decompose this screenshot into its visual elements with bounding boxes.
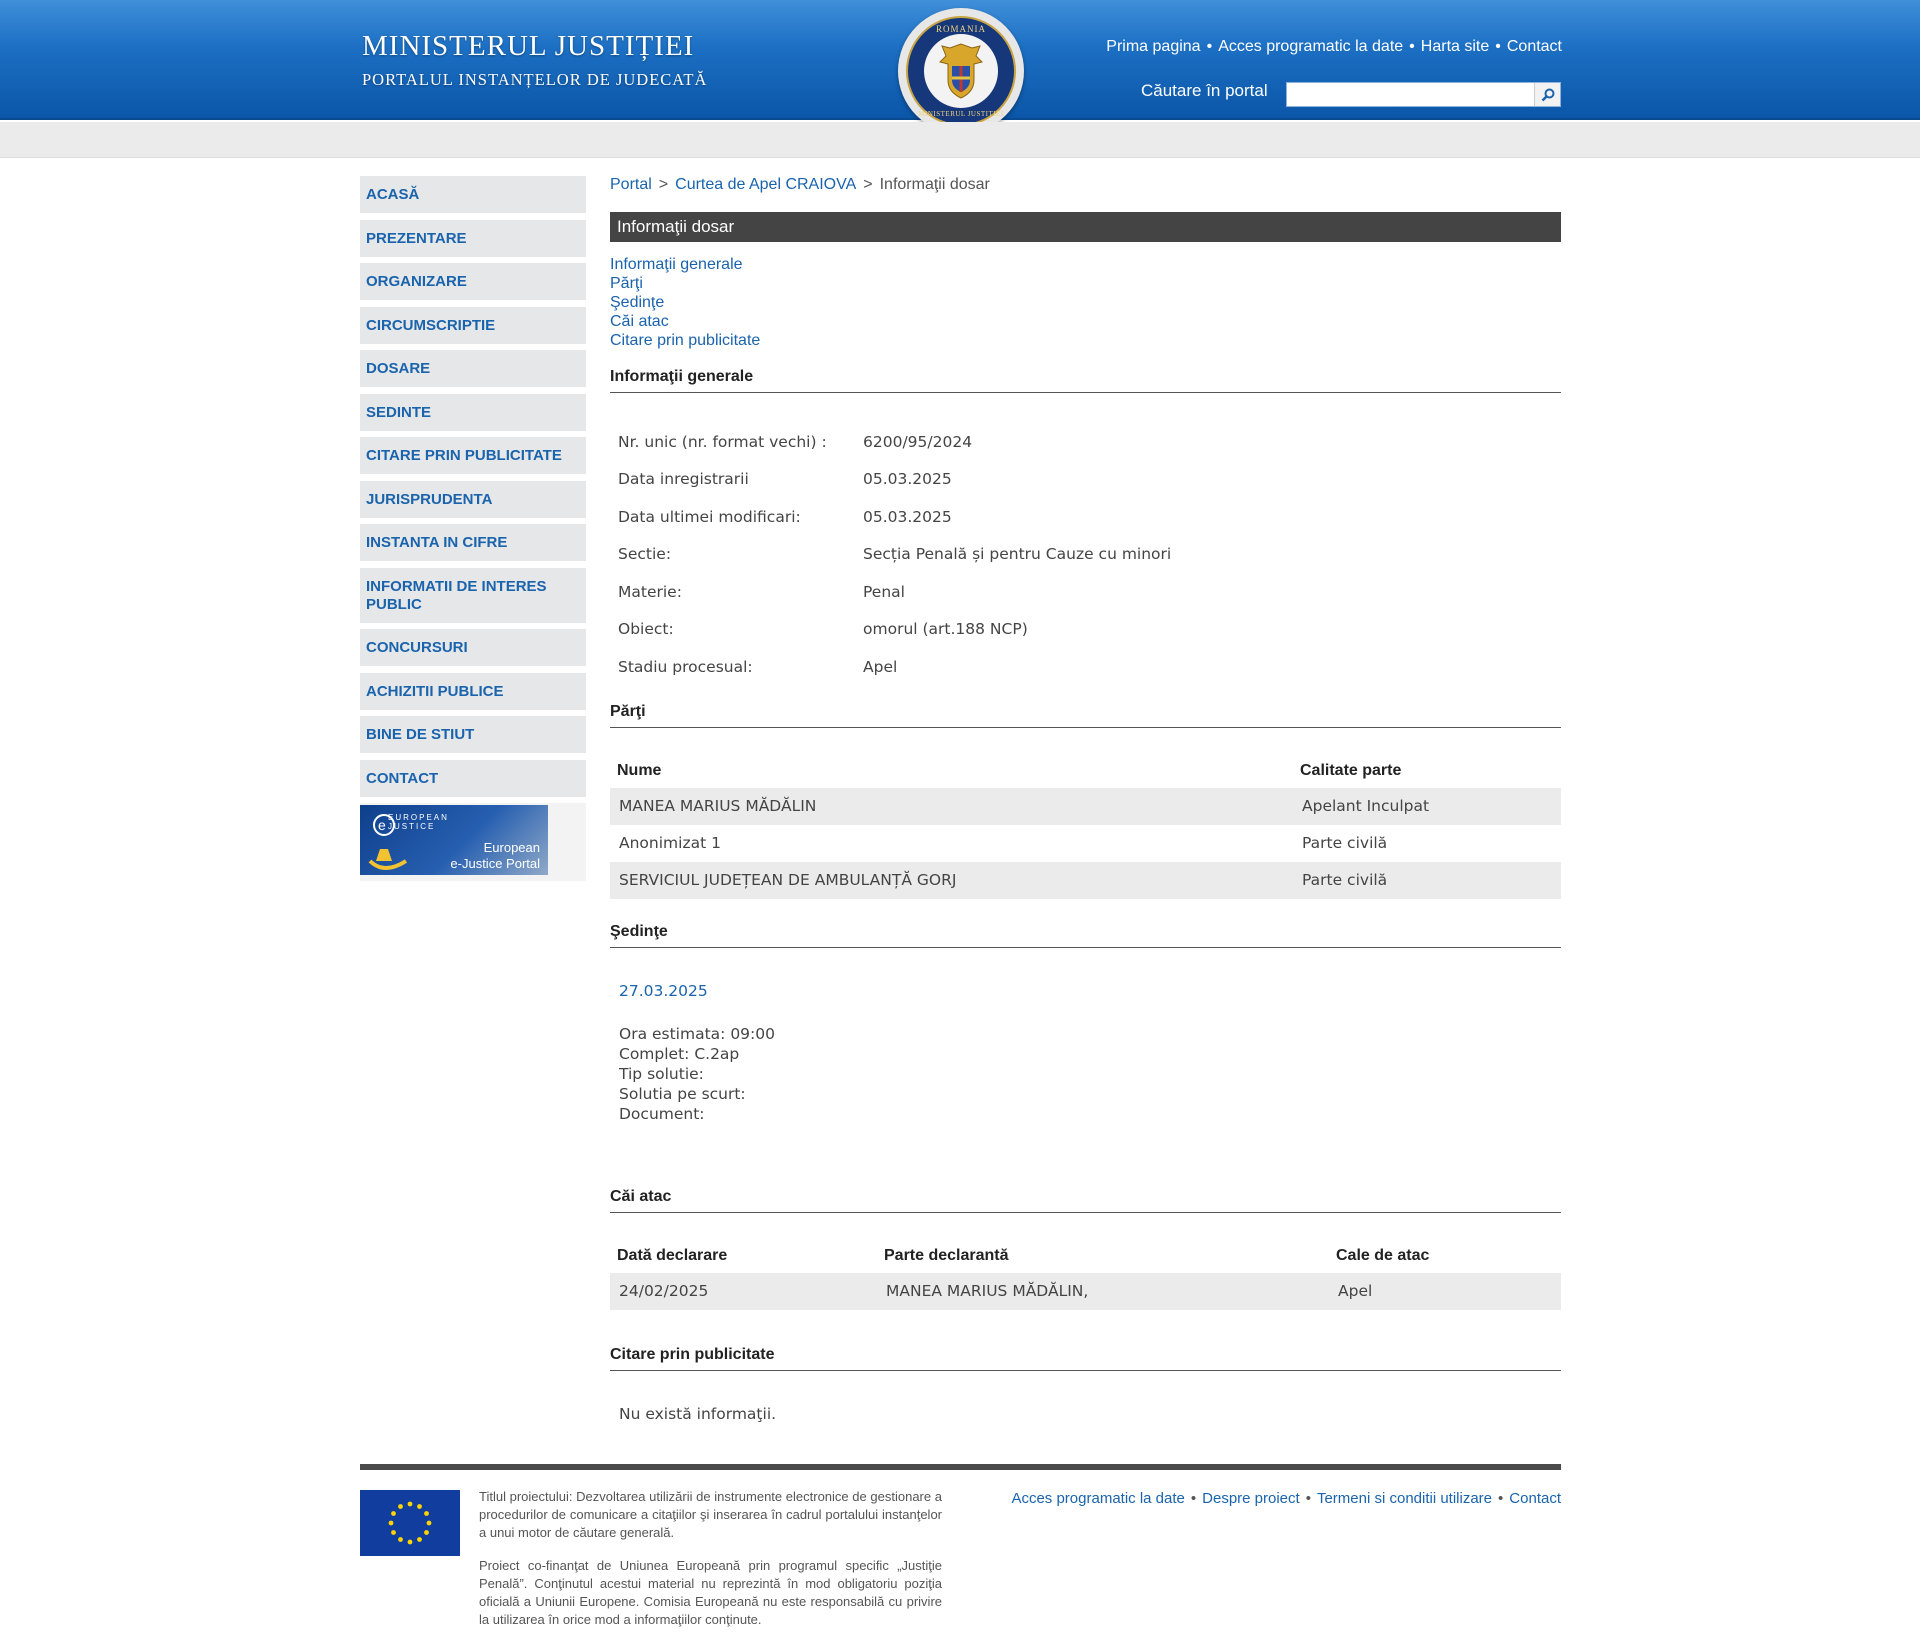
top-link-api[interactable]: Acces programatic la date bbox=[1218, 38, 1404, 55]
bullet-separator: • bbox=[1409, 38, 1415, 55]
footer-link-api[interactable]: Acces programatic la date bbox=[1011, 1490, 1185, 1507]
svg-text:e: e bbox=[378, 817, 386, 833]
session-date: 27.03.2025 bbox=[619, 981, 708, 1000]
general-info-table bbox=[610, 423, 1561, 686]
info-row bbox=[610, 423, 1561, 461]
party-role: Parte civilă bbox=[1293, 862, 1561, 899]
table-row bbox=[610, 788, 1561, 825]
footer-divider bbox=[360, 1464, 1561, 1470]
info-label: Sectie: bbox=[618, 545, 672, 564]
sidebar-item-dosare[interactable]: DOSARE bbox=[360, 350, 586, 387]
session-time: Ora estimata: 09:00 bbox=[619, 1024, 775, 1043]
parties-table bbox=[610, 754, 1561, 899]
anchor-general[interactable]: Informaţii generale bbox=[610, 256, 743, 273]
footer-disclaimer: Proiect co-finanţat de Uniunea Europeană prin programul specific „Justiţie Penală”. Conţinutul acestui material nu reprezintă în mod obligatoriu poziţia oficială a Uniunii Europene. Comisia Europeană nu este responsabilă cu privire la utilizarea în orice mod a informaţiilor conţinute. bbox=[479, 1558, 942, 1627]
info-value: Secția Penală și pentru Cauze cu minori bbox=[863, 545, 1172, 564]
session-panel: Complet: C.2ap bbox=[619, 1044, 740, 1063]
info-row bbox=[610, 573, 1561, 611]
info-label: Data inregistrarii bbox=[618, 470, 749, 489]
info-row bbox=[610, 498, 1561, 536]
sidebar-item-informatii-interes-public[interactable]: INFORMATII DE INTERES PUBLIC bbox=[360, 568, 586, 623]
coat-of-arms-icon bbox=[924, 34, 998, 108]
parties-heading: Părţi bbox=[610, 703, 1561, 728]
column-header: Parte declarantă bbox=[884, 1246, 1009, 1264]
general-heading: Informaţii generale bbox=[610, 368, 1561, 393]
info-row bbox=[610, 461, 1561, 499]
table-row bbox=[610, 862, 1561, 899]
search-label: Căutare în portal bbox=[1141, 81, 1268, 100]
top-link-sitemap[interactable]: Harta site bbox=[1420, 38, 1490, 55]
info-label: Stadiu procesual: bbox=[618, 657, 753, 676]
column-header: Dată declarare bbox=[617, 1246, 728, 1264]
info-label: Obiect: bbox=[618, 620, 674, 639]
breadcrumb-separator: > bbox=[658, 176, 669, 193]
info-value: Penal bbox=[863, 582, 905, 601]
session-document: Document: bbox=[619, 1104, 705, 1123]
column-header: Calitate parte bbox=[1300, 761, 1402, 779]
breadcrumb-current: Informaţii dosar bbox=[879, 176, 990, 193]
search-icon bbox=[1541, 88, 1555, 102]
sidebar-item-jurisprudenta[interactable]: JURISPRUDENTA bbox=[360, 481, 586, 518]
info-value: 05.03.2025 bbox=[863, 470, 952, 489]
sidebar-item-instanta-in-cifre[interactable]: INSTANTA IN CIFRE bbox=[360, 524, 586, 561]
sidebar-item-concursuri[interactable]: CONCURSURI bbox=[360, 629, 586, 666]
session-solution-summary: Solutia pe scurt: bbox=[619, 1084, 746, 1103]
section-anchors bbox=[610, 255, 1561, 350]
ejustice-title-line1: European bbox=[483, 840, 540, 855]
sidebar-item-circumscriptie[interactable]: CIRCUMSCRIPTIE bbox=[360, 307, 586, 344]
appeal-party: MANEA MARIUS MĂDĂLIN, bbox=[877, 1273, 1329, 1310]
party-role: Apelant Inculpat bbox=[1293, 788, 1561, 825]
top-link-home[interactable]: Prima pagina bbox=[1106, 38, 1201, 55]
info-value: 05.03.2025 bbox=[863, 507, 952, 526]
sidebar-item-citare[interactable]: CITARE PRIN PUBLICITATE bbox=[360, 437, 586, 474]
top-nav bbox=[1106, 38, 1562, 56]
column-header: Cale de atac bbox=[1336, 1246, 1430, 1264]
bullet-separator: • bbox=[1206, 38, 1213, 55]
bullet-separator: • bbox=[1495, 38, 1501, 55]
sessions-heading: Şedinţe bbox=[610, 923, 1561, 948]
session-details bbox=[610, 1024, 1561, 1124]
info-label: Data ultimei modificari: bbox=[618, 507, 801, 526]
party-role: Parte civilă bbox=[1302, 834, 1388, 852]
info-label: Nr. unic (nr. format vechi) : bbox=[618, 432, 827, 451]
anchor-appeals[interactable]: Căi atac bbox=[610, 313, 669, 330]
footer-link-about[interactable]: Despre proiect bbox=[1202, 1490, 1300, 1507]
breadcrumb-separator: > bbox=[863, 176, 873, 193]
ejustice-small-text: EUROPEAN JUSTICE bbox=[388, 813, 449, 831]
ejustice-portal-banner[interactable] bbox=[360, 805, 548, 875]
table-row bbox=[610, 825, 1561, 862]
info-value: omorul (art.188 NCP) bbox=[863, 620, 1028, 639]
breadcrumb-portal[interactable]: Portal bbox=[610, 176, 652, 193]
info-row bbox=[610, 648, 1561, 686]
sidebar-item-prezentare[interactable]: PREZENTARE bbox=[360, 220, 586, 257]
breadcrumb-court[interactable]: Curtea de Apel CRAIOVA bbox=[675, 176, 857, 193]
info-row bbox=[610, 611, 1561, 649]
breadcrumb bbox=[610, 176, 1561, 198]
footer-project-title: Titlul proiectului: Dezvoltarea utilizării de instrumente electronice de gestionare a procedurilor de comunicare a citaţiilor şi inserarea în cadrul portalului instanţelor a unui motor de căutare generală. bbox=[479, 1489, 942, 1540]
table-header-row bbox=[610, 754, 1561, 788]
anchor-sessions[interactable]: Şedinţe bbox=[610, 294, 665, 311]
bullet-separator: • bbox=[1498, 1490, 1504, 1507]
sidebar-item-bine-de-stiut[interactable]: BINE DE STIUT bbox=[360, 716, 586, 753]
search-box bbox=[1286, 82, 1561, 107]
appeals-heading: Căi atac bbox=[610, 1188, 1561, 1213]
appeal-date: 24/02/2025 bbox=[610, 1273, 877, 1310]
anchor-parties[interactable]: Părţi bbox=[610, 275, 643, 292]
seal-top-text: ROMANIA bbox=[935, 24, 986, 34]
info-value: Apel bbox=[863, 657, 898, 676]
table-header-row bbox=[610, 1239, 1561, 1273]
table-row bbox=[610, 1273, 1561, 1310]
footer-link-contact[interactable]: Contact bbox=[1509, 1490, 1561, 1507]
info-value: 6200/95/2024 bbox=[863, 432, 973, 451]
search-button[interactable] bbox=[1534, 83, 1560, 106]
info-label: Materie: bbox=[618, 582, 682, 601]
party-name: Anonimizat 1 bbox=[619, 834, 721, 852]
top-link-contact[interactable]: Contact bbox=[1506, 38, 1562, 55]
search-input[interactable] bbox=[1287, 83, 1535, 106]
info-row bbox=[610, 536, 1561, 574]
page-title: Informaţii dosar bbox=[610, 212, 1561, 242]
header-strip bbox=[0, 122, 1920, 158]
main-content bbox=[610, 176, 1561, 1423]
sidebar-item-sedinte[interactable]: SEDINTE bbox=[360, 394, 586, 431]
ejustice-banner-wrap bbox=[360, 803, 586, 881]
sidebar-item-organizare[interactable]: ORGANIZARE bbox=[360, 263, 586, 300]
footer-link-terms[interactable]: Termeni si conditii utilizare bbox=[1316, 1490, 1493, 1507]
eu-flag-icon bbox=[360, 1490, 460, 1556]
sidebar-item-contact[interactable]: CONTACT bbox=[360, 760, 586, 797]
citation-empty-text: Nu există informaţii. bbox=[619, 1404, 777, 1423]
session-solution-type: Tip solutie: bbox=[619, 1064, 704, 1083]
ministry-seal-logo bbox=[898, 8, 1024, 134]
footer-nav bbox=[1011, 1490, 1561, 1507]
appeal-type: Apel bbox=[1329, 1273, 1561, 1310]
bullet-separator: • bbox=[1305, 1490, 1311, 1507]
bullet-separator: • bbox=[1190, 1490, 1197, 1507]
party-name: MANEA MARIUS MĂDĂLIN bbox=[610, 788, 1293, 825]
sidebar-menu bbox=[360, 176, 586, 881]
party-name: SERVICIUL JUDEȚEAN DE AMBULANȚĂ GORJ bbox=[610, 862, 1293, 899]
anchor-citation[interactable]: Citare prin publicitate bbox=[610, 332, 761, 349]
ejustice-title-line2: e-Justice Portal bbox=[450, 856, 540, 871]
site-subtitle: PORTALUL INSTANȚELOR DE JUDECATĂ bbox=[362, 70, 708, 89]
sidebar-item-acasa[interactable]: ACASĂ bbox=[360, 176, 586, 213]
seal-bottom-text: MINISTERUL JUSTIȚIEI bbox=[918, 110, 1004, 118]
appeals-table bbox=[610, 1239, 1561, 1310]
citation-heading: Citare prin publicitate bbox=[610, 1346, 1561, 1371]
column-header: Nume bbox=[617, 761, 662, 779]
seal-ring bbox=[906, 16, 1016, 126]
site-title[interactable]: MINISTERUL JUSTIȚIEI bbox=[362, 30, 695, 62]
sidebar-item-achizitii[interactable]: ACHIZITII PUBLICE bbox=[360, 673, 586, 710]
